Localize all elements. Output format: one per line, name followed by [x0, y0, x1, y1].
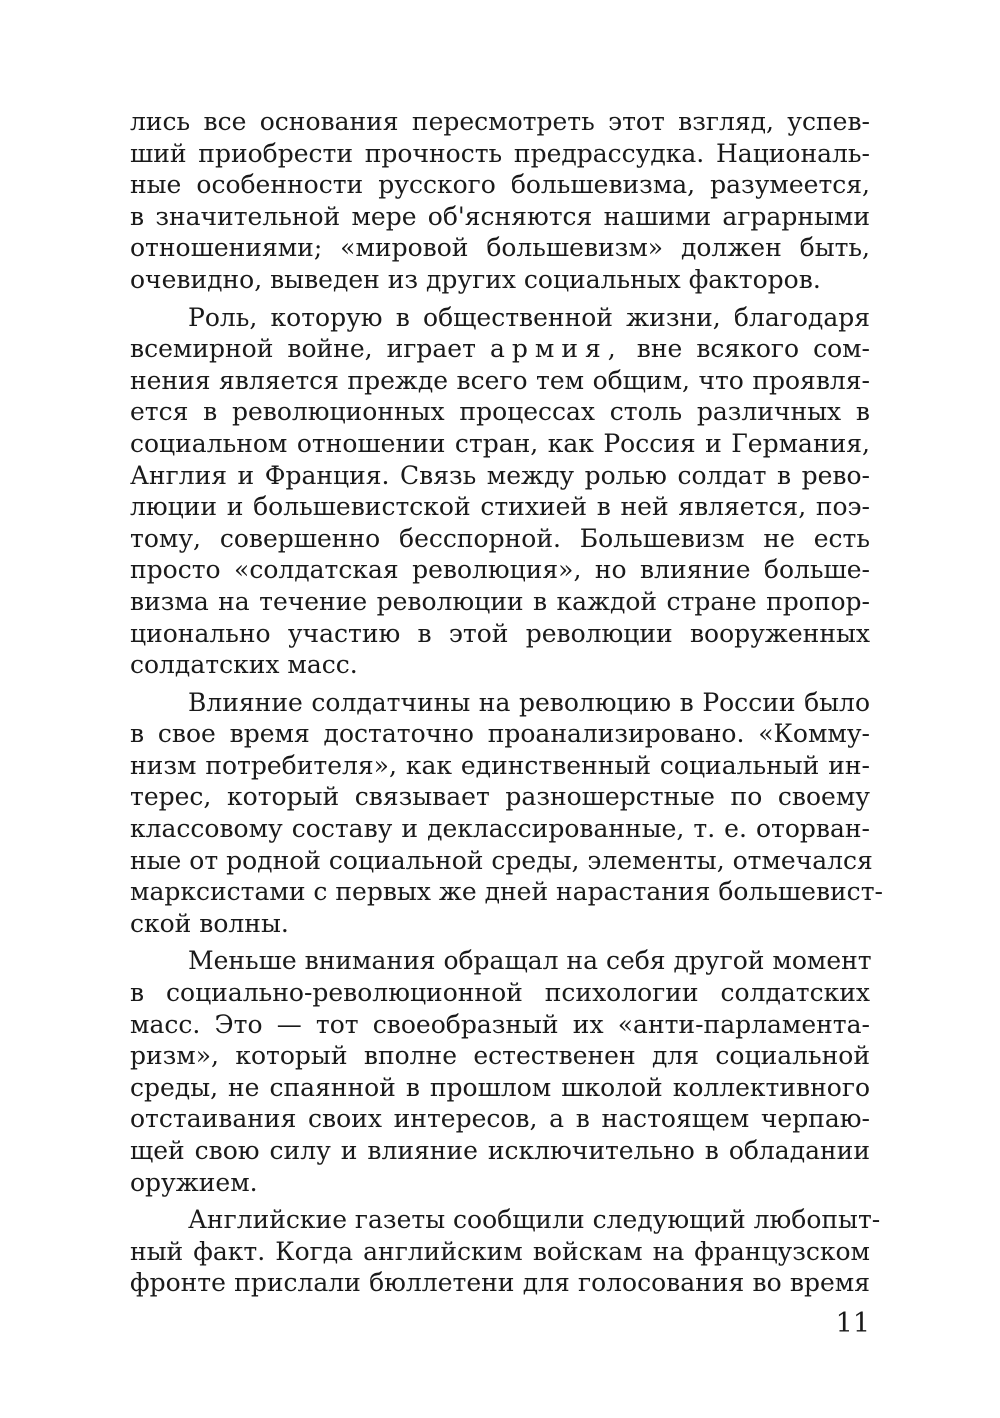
text-line: нения является прежде всего тем общим, что проявля- [130, 365, 870, 395]
text-line: классовому составу и деклассированные, т. е. оторван- [130, 814, 870, 844]
text-line: Роль, которую в общественной жизни, благодаря [188, 302, 870, 332]
text-line: Меньше внимания обращал на себя другой момент [188, 946, 872, 976]
text-fragment: вне всякого сом- [636, 334, 871, 364]
text-line: терес, который связывает разношерстные по своему [130, 782, 870, 812]
text-line: визма на течение революции в каждой стране пропор- [130, 586, 870, 616]
text-line: очевидно, выведен из других социальных факторов. [130, 264, 821, 294]
text-line: Английские газеты сообщили следующий любопыт- [188, 1205, 881, 1235]
body-text [130, 106, 883, 1305]
text-line: отношениями; «мировой большевизм» должен быть, [130, 233, 870, 263]
paragraph-5 [130, 1204, 881, 1299]
paragraph-4 [130, 945, 870, 1198]
text-fragment: всемирной войне, играет [130, 334, 476, 364]
text-line: ные особенности русского большевизма, разумеется, [130, 170, 870, 200]
text-line: ризм», который вполне естественен для социальной [130, 1041, 870, 1071]
text-line: ционально участию в этой революции вооруженных [130, 618, 870, 648]
text-line: низм потребителя», как единственный социальный ин- [130, 750, 870, 780]
text-line: отстаивания своих интересов, а в настоящем черпаю- [130, 1104, 870, 1134]
text-line: ные от родной социальной среды, элементы, отмечался [130, 845, 873, 875]
text-line: ный факт. Когда английским войскам на французском [130, 1236, 870, 1266]
text-line: в социально-революционной психологии солдатских [130, 978, 870, 1008]
text-line: масс. Это — тот своеобразный их «анти-парламента- [130, 1009, 870, 1039]
text-line: ший приобрести прочность предрассудка. Националь- [130, 138, 870, 168]
text-line: Влияние солдатчины на революцию в России было [188, 687, 870, 717]
text-line: в значительной мере об'ясняются нашими аграрными [130, 201, 870, 231]
text-line: марксистами с первых же дней нарастания большевист- [130, 877, 883, 907]
text-line: лись все основания пересмотреть этот взгляд, успев- [130, 107, 870, 136]
text-line: Англия и Франция. Связь между ролью солдат в рево- [130, 460, 870, 490]
text-line: в свое время достаточно проанализировано. «Комму- [130, 719, 870, 749]
text-line: щей свою силу и влияние исключительно в обладании [130, 1136, 870, 1165]
text-line-with-spaced-word [130, 333, 870, 365]
spaced-emphasis-word: армия, [489, 334, 623, 364]
paragraph-1 [130, 106, 870, 296]
text-line: люции и большевистской стихией в ней является, поэ- [130, 492, 870, 522]
text-line: среды, не спаянной в прошлом школой коллективного [130, 1072, 870, 1102]
page-number: 11 [835, 1308, 870, 1339]
paragraph-2 [130, 302, 870, 681]
text-line: ется в революционных процессах столь различных в [130, 397, 870, 427]
text-line: оружием. [130, 1167, 258, 1197]
text-line: фронте прислали бюллетени для голосования во время [130, 1268, 870, 1298]
text-line: солдатских масс. [130, 650, 358, 680]
paragraph-3 [130, 687, 883, 940]
text-line: просто «солдатская революция», но влияние больше- [130, 555, 870, 585]
text-line: тому, совершенно бесспорной. Большевизм не есть [130, 523, 870, 553]
text-line: социальном отношении стран, как Россия и Германия, [130, 428, 870, 458]
text-line: ской волны. [130, 908, 289, 938]
